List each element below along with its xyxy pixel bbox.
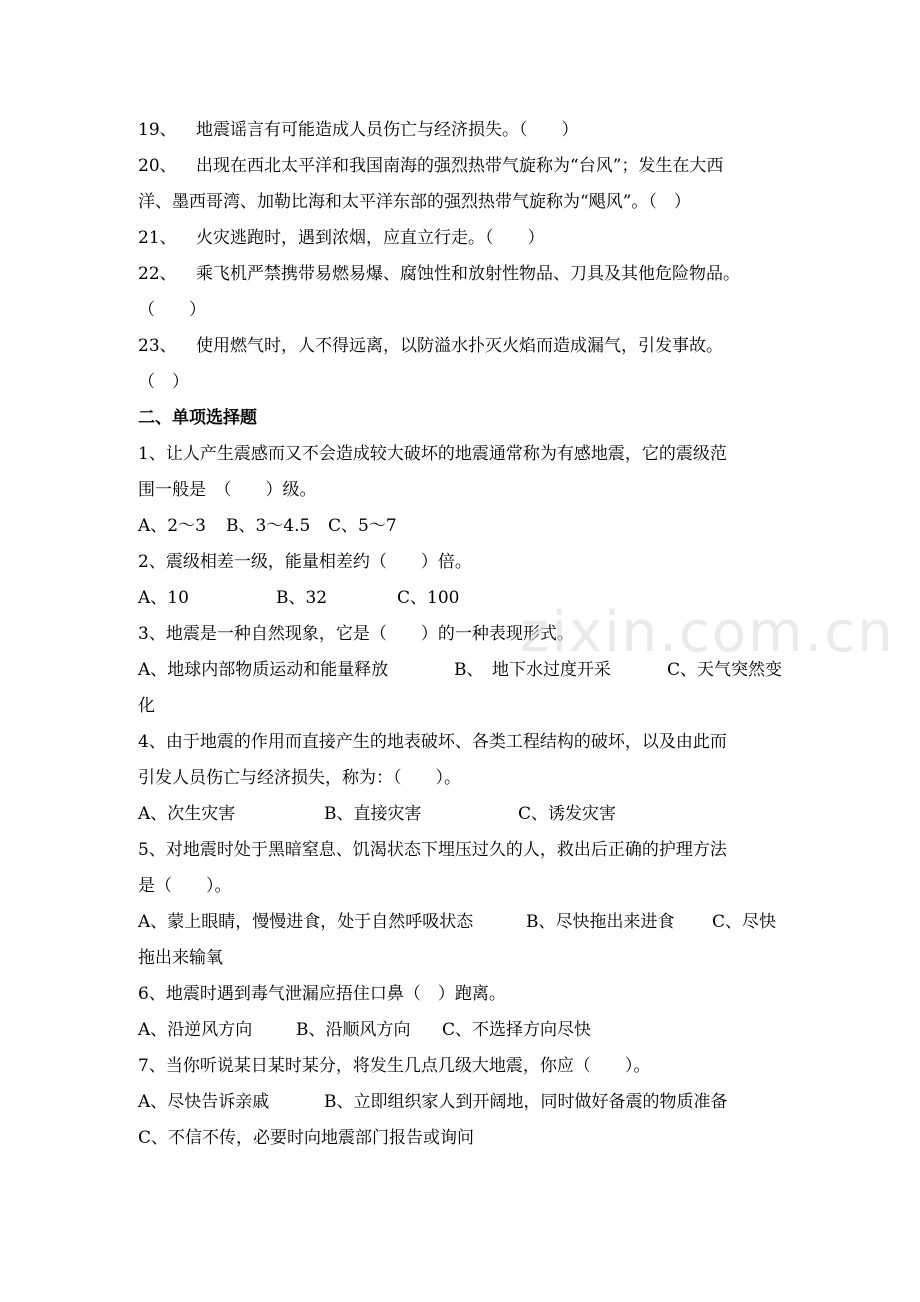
option-b: B、3～4.5	[226, 516, 311, 536]
item-number: 19、	[138, 120, 177, 140]
item-text: 乘飞机严禁携带易燃易爆、腐蚀性和放射性物品、刀具及其他危险物品。	[196, 264, 740, 284]
option-a: A、10	[138, 588, 189, 608]
item-number: 22、	[138, 264, 177, 284]
option-c: C、5～7	[328, 516, 397, 536]
tf-item-20	[138, 148, 798, 184]
option-a: A、地球内部物质运动和能量释放	[138, 660, 389, 680]
item-text: 使用燃气时，人不得远离，以防溢水扑灭火焰而造成漏气，引发事故。	[196, 336, 723, 356]
option-a: A、2～3	[138, 516, 206, 536]
item-number: 21、	[138, 228, 177, 248]
mc-options-7-cont: C、不信不传，必要时向地震部门报告或询问	[138, 1128, 475, 1148]
option-c: C、天气突然变	[667, 660, 783, 680]
option-a: A、尽快告诉亲戚	[138, 1092, 270, 1112]
mc-question-1: 1、让人产生震感而又不会造成较大破坏的地震通常称为有感地震，它的震级范	[138, 444, 727, 464]
mc-options-7	[138, 1084, 798, 1120]
option-c: C、不选择方向尽快	[442, 1020, 592, 1040]
mc-options-6	[138, 1012, 798, 1048]
mc-question-3: 3、地震是一种自然现象，它是（ ）的一种表现形式。	[138, 624, 574, 644]
mc-question-4-cont: 引发人员伤亡与经济损失，称为：（ ）。	[138, 768, 461, 788]
mc-question-6: 6、地震时遇到毒气泄漏应捂住口鼻（ ）跑离。	[138, 984, 506, 1004]
mc-options-3-cont: 化	[138, 696, 155, 716]
item-number: 20、	[138, 156, 177, 176]
mc-options-5	[138, 904, 798, 940]
item-text: 出现在西北太平洋和我国南海的强烈热带气旋称为“台风”；发生在大西	[196, 156, 724, 176]
watermark: zixin.com.cn	[520, 600, 895, 665]
mc-options-1	[138, 508, 798, 544]
tf-item-20-cont: 洋、墨西哥湾、加勒比海和太平洋东部的强烈热带气旋称为“飓风”。（ ）	[138, 192, 691, 212]
section-title: 二、单项选择题	[138, 408, 257, 428]
tf-item-19	[138, 112, 798, 148]
mc-options-4	[138, 796, 798, 832]
option-b: B、直接灾害	[324, 804, 422, 824]
tf-item-23	[138, 328, 798, 364]
option-a: A、沿逆风方向	[138, 1020, 253, 1040]
option-b: B、 地下水过度开采	[454, 660, 611, 680]
option-b: B、沿顺风方向	[296, 1020, 411, 1040]
mc-question-7: 7、当你听说某日某时某分，将发生几点几级大地震，你应（ ）。	[138, 1056, 651, 1076]
option-b: B、立即组织家人到开阔地，同时做好备震的物质准备	[324, 1092, 728, 1112]
mc-question-2: 2、震级相差一级，能量相差约（ ）倍。	[138, 552, 472, 572]
mc-options-5-cont: 拖出来输氧	[138, 948, 223, 968]
mc-question-1-cont: 围一般是 （ ）级。	[138, 480, 317, 500]
option-c: C、尽快	[712, 912, 777, 932]
item-text: 火灾逃跑时，遇到浓烟，应直立行走。（ ）	[196, 228, 545, 248]
tf-item-21	[138, 220, 798, 256]
option-c: C、100	[397, 588, 460, 608]
tf-item-23-cont: （ ）	[138, 372, 189, 392]
item-text: 地震谣言有可能造成人员伤亡与经济损失。（ ）	[196, 120, 579, 140]
option-c: C、诱发灾害	[518, 804, 617, 824]
tf-item-22	[138, 256, 798, 292]
mc-question-5-cont: 是（ ）。	[138, 876, 232, 896]
option-a: A、次生灾害	[138, 804, 236, 824]
mc-question-4: 4、由于地震的作用而直接产生的地表破坏、各类工程结构的破坏，以及由此而	[138, 732, 727, 752]
tf-item-22-cont: （ ）	[138, 300, 206, 320]
option-a: A、蒙上眼睛，慢慢进食，处于自然呼吸状态	[138, 912, 474, 932]
item-number: 23、	[138, 336, 177, 356]
option-b: B、32	[276, 588, 328, 608]
mc-question-5: 5、对地震时处于黑暗窒息、饥渴状态下埋压过久的人，救出后正确的护理方法	[138, 840, 727, 860]
option-b: B、尽快拖出来进食	[526, 912, 675, 932]
